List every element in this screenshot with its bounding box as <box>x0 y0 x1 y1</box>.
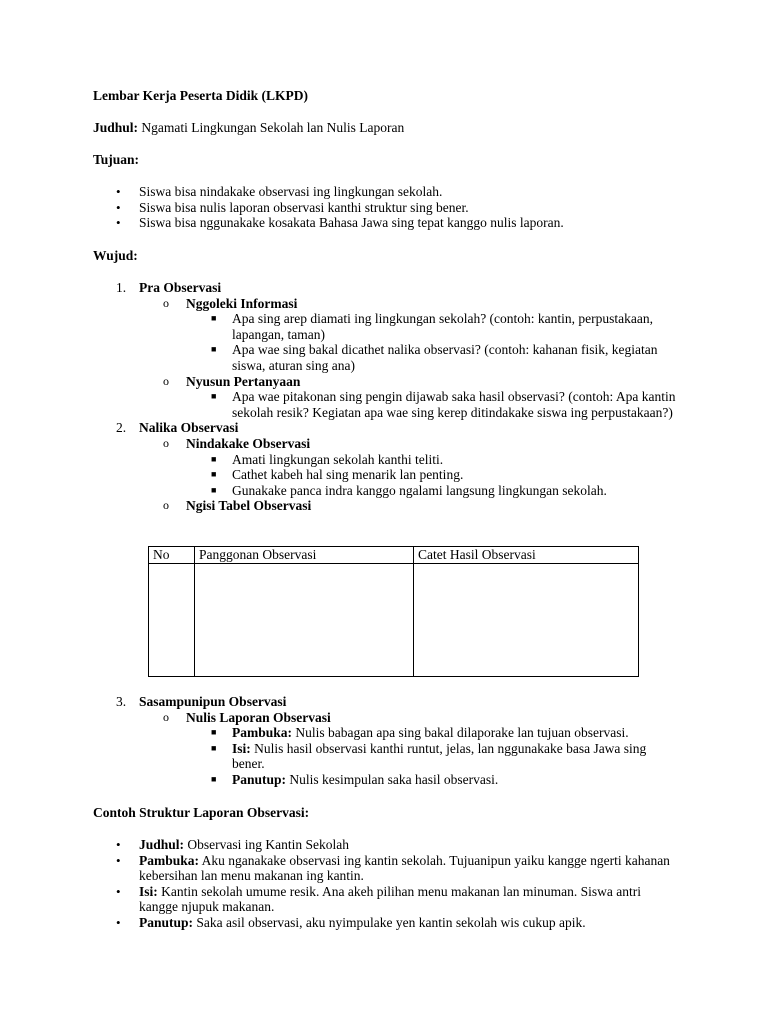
item-label: Pambuka: <box>232 725 293 741</box>
judhul-label: Judhul: <box>93 120 139 135</box>
step-nalika-observasi <box>0 420 768 436</box>
substep-title: Nyusun Pertanyaan <box>186 373 301 389</box>
substep <box>0 710 768 726</box>
square-marker: ■ <box>211 484 217 495</box>
list-item-text: Cathet kabeh hal sing menarik lan penting. <box>232 467 464 483</box>
step-sasampunipun-observasi <box>0 694 768 710</box>
substep-title: Nulis Laporan Observasi <box>186 709 331 725</box>
bullet-marker: • <box>116 837 121 852</box>
step-title: Pra Observasi <box>139 280 222 295</box>
step-number: 2. <box>116 420 127 436</box>
item-label: Panutup: <box>232 771 287 787</box>
bullet-marker: • <box>116 215 121 231</box>
list-item <box>0 837 679 853</box>
step-pra-observasi <box>0 280 768 296</box>
list-item <box>0 311 677 342</box>
list-item <box>0 772 677 788</box>
square-marker: ■ <box>211 344 217 355</box>
list-item-text: Nulis kesimpulan saka hasil observasi. <box>289 771 499 787</box>
list-item-text: Siswa bisa nggunakake kosakata Bahasa Jawa sing tepat kanggo nulis laporan. <box>139 215 564 231</box>
circle-marker: o <box>163 435 169 450</box>
item-label: Panutup: <box>139 914 194 930</box>
wujud-heading: Wujud: <box>93 248 138 263</box>
list-item-text: Apa wae sing bakal dicathet nalika observasi? (contoh: kahanan fisik, kegiatan siswa, aturan sing ana) <box>232 342 658 373</box>
judhul-line <box>93 120 693 136</box>
list-item <box>0 389 677 420</box>
bullet-marker: • <box>116 852 121 868</box>
list-item-text: Apa sing arep diamati ing lingkungan sekolah? (contoh: kantin, perpustakaan, lapangan, taman) <box>232 311 654 342</box>
document-title: Lembar Kerja Peserta Didik (LKPD) <box>93 88 308 103</box>
contoh-list <box>0 837 768 931</box>
wujud-outline-part-2 <box>0 694 768 788</box>
list-item <box>0 853 679 884</box>
table-header-panggonan: Panggonan Observasi <box>195 547 414 564</box>
list-item-text: Nulis babagan apa sing bakal dilaporake lan tujuan observasi. <box>295 725 629 741</box>
bullet-marker: • <box>116 184 121 199</box>
item-label: Isi: <box>232 740 251 756</box>
substep-title: Ngisi Tabel Observasi <box>186 498 312 514</box>
substep-title: Nindakake Observasi <box>186 435 311 451</box>
bullet-marker: • <box>116 883 121 899</box>
list-item <box>0 215 679 231</box>
tujuan-heading: Tujuan: <box>93 152 140 167</box>
square-marker: ■ <box>211 727 217 738</box>
step-title: Sasampunipun Observasi <box>139 694 287 709</box>
list-item-text: Nulis hasil observasi kanthi runtut, jelas, lan nggunakake basa Jawa sing bener. <box>232 740 647 772</box>
circle-marker: o <box>163 498 169 513</box>
list-item-text: Observasi ing Kantin Sekolah <box>187 837 350 852</box>
table-row <box>149 564 639 677</box>
circle-marker: o <box>163 709 169 724</box>
substep <box>0 436 768 452</box>
step-title: Nalika Observasi <box>139 420 239 436</box>
item-label: Isi: <box>139 883 158 899</box>
contoh-heading: Contoh Struktur Laporan Observasi: <box>93 805 310 820</box>
square-marker: ■ <box>211 391 217 402</box>
observation-table <box>148 546 639 677</box>
table-header-row <box>149 547 639 564</box>
circle-marker: o <box>163 373 169 388</box>
list-item <box>0 200 679 216</box>
list-item-text: Siswa bisa nulis laporan observasi kanthi struktur sing bener. <box>139 199 469 215</box>
list-item-text: Aku nganakake observasi ing kantin sekolah. Tujuanipun yaiku kangge ngerti kahanan kebersihan lan menu makanan ing kantin. <box>139 852 670 884</box>
square-marker: ■ <box>211 469 217 480</box>
substep <box>0 374 768 390</box>
item-label: Judhul: <box>139 837 185 852</box>
list-item-text: Gunakake panca indra kanggo ngalami langsung lingkungan sekolah. <box>232 482 607 498</box>
bullet-marker: • <box>116 914 121 930</box>
judhul-text: Ngamati Lingkungan Sekolah lan Nulis Laporan <box>141 120 405 135</box>
list-item <box>0 467 677 483</box>
wujud-outline-part-1 <box>0 280 768 514</box>
square-marker: ■ <box>211 773 217 784</box>
table-cell-empty <box>195 564 414 677</box>
table-cell-empty <box>414 564 639 677</box>
list-item <box>0 884 679 915</box>
list-item <box>0 483 677 499</box>
substep <box>0 296 768 312</box>
list-item-text: Siswa bisa nindakake observasi ing lingkungan sekolah. <box>139 184 443 199</box>
substep <box>0 498 768 514</box>
tujuan-list <box>0 184 768 231</box>
list-item-text: Kantin sekolah umume resik. Ana akeh pilihan menu makanan lan minuman. Siswa antri kangge njupuk makanan. <box>139 883 642 915</box>
list-item <box>0 342 677 373</box>
circle-marker: o <box>163 295 169 310</box>
table-cell-empty <box>149 564 195 677</box>
table-header-catet: Catet Hasil Observasi <box>414 547 639 564</box>
step-number: 1. <box>116 280 127 295</box>
list-item <box>0 725 677 741</box>
list-item <box>0 741 677 772</box>
list-item <box>0 184 679 200</box>
step-number: 3. <box>116 694 127 709</box>
list-item <box>0 452 677 468</box>
square-marker: ■ <box>211 453 217 464</box>
item-label: Pambuka: <box>139 852 200 868</box>
table-header-no: No <box>149 547 195 564</box>
square-marker: ■ <box>211 742 217 753</box>
list-item <box>0 915 679 931</box>
square-marker: ■ <box>211 313 217 324</box>
list-item-text: Apa wae pitakonan sing pengin dijawab saka hasil observasi? (contoh: Apa kantin sekolah resik? Kegiatan apa wae sing kerep ditindakake siswa ing perpustakaan?) <box>232 389 676 420</box>
substep-title: Nggoleki Informasi <box>186 295 298 311</box>
list-item-text: Amati lingkungan sekolah kanthi teliti. <box>232 451 444 467</box>
list-item-text: Saka asil observasi, aku nyimpulake yen kantin sekolah wis cukup apik. <box>196 914 586 930</box>
bullet-marker: • <box>116 199 121 215</box>
